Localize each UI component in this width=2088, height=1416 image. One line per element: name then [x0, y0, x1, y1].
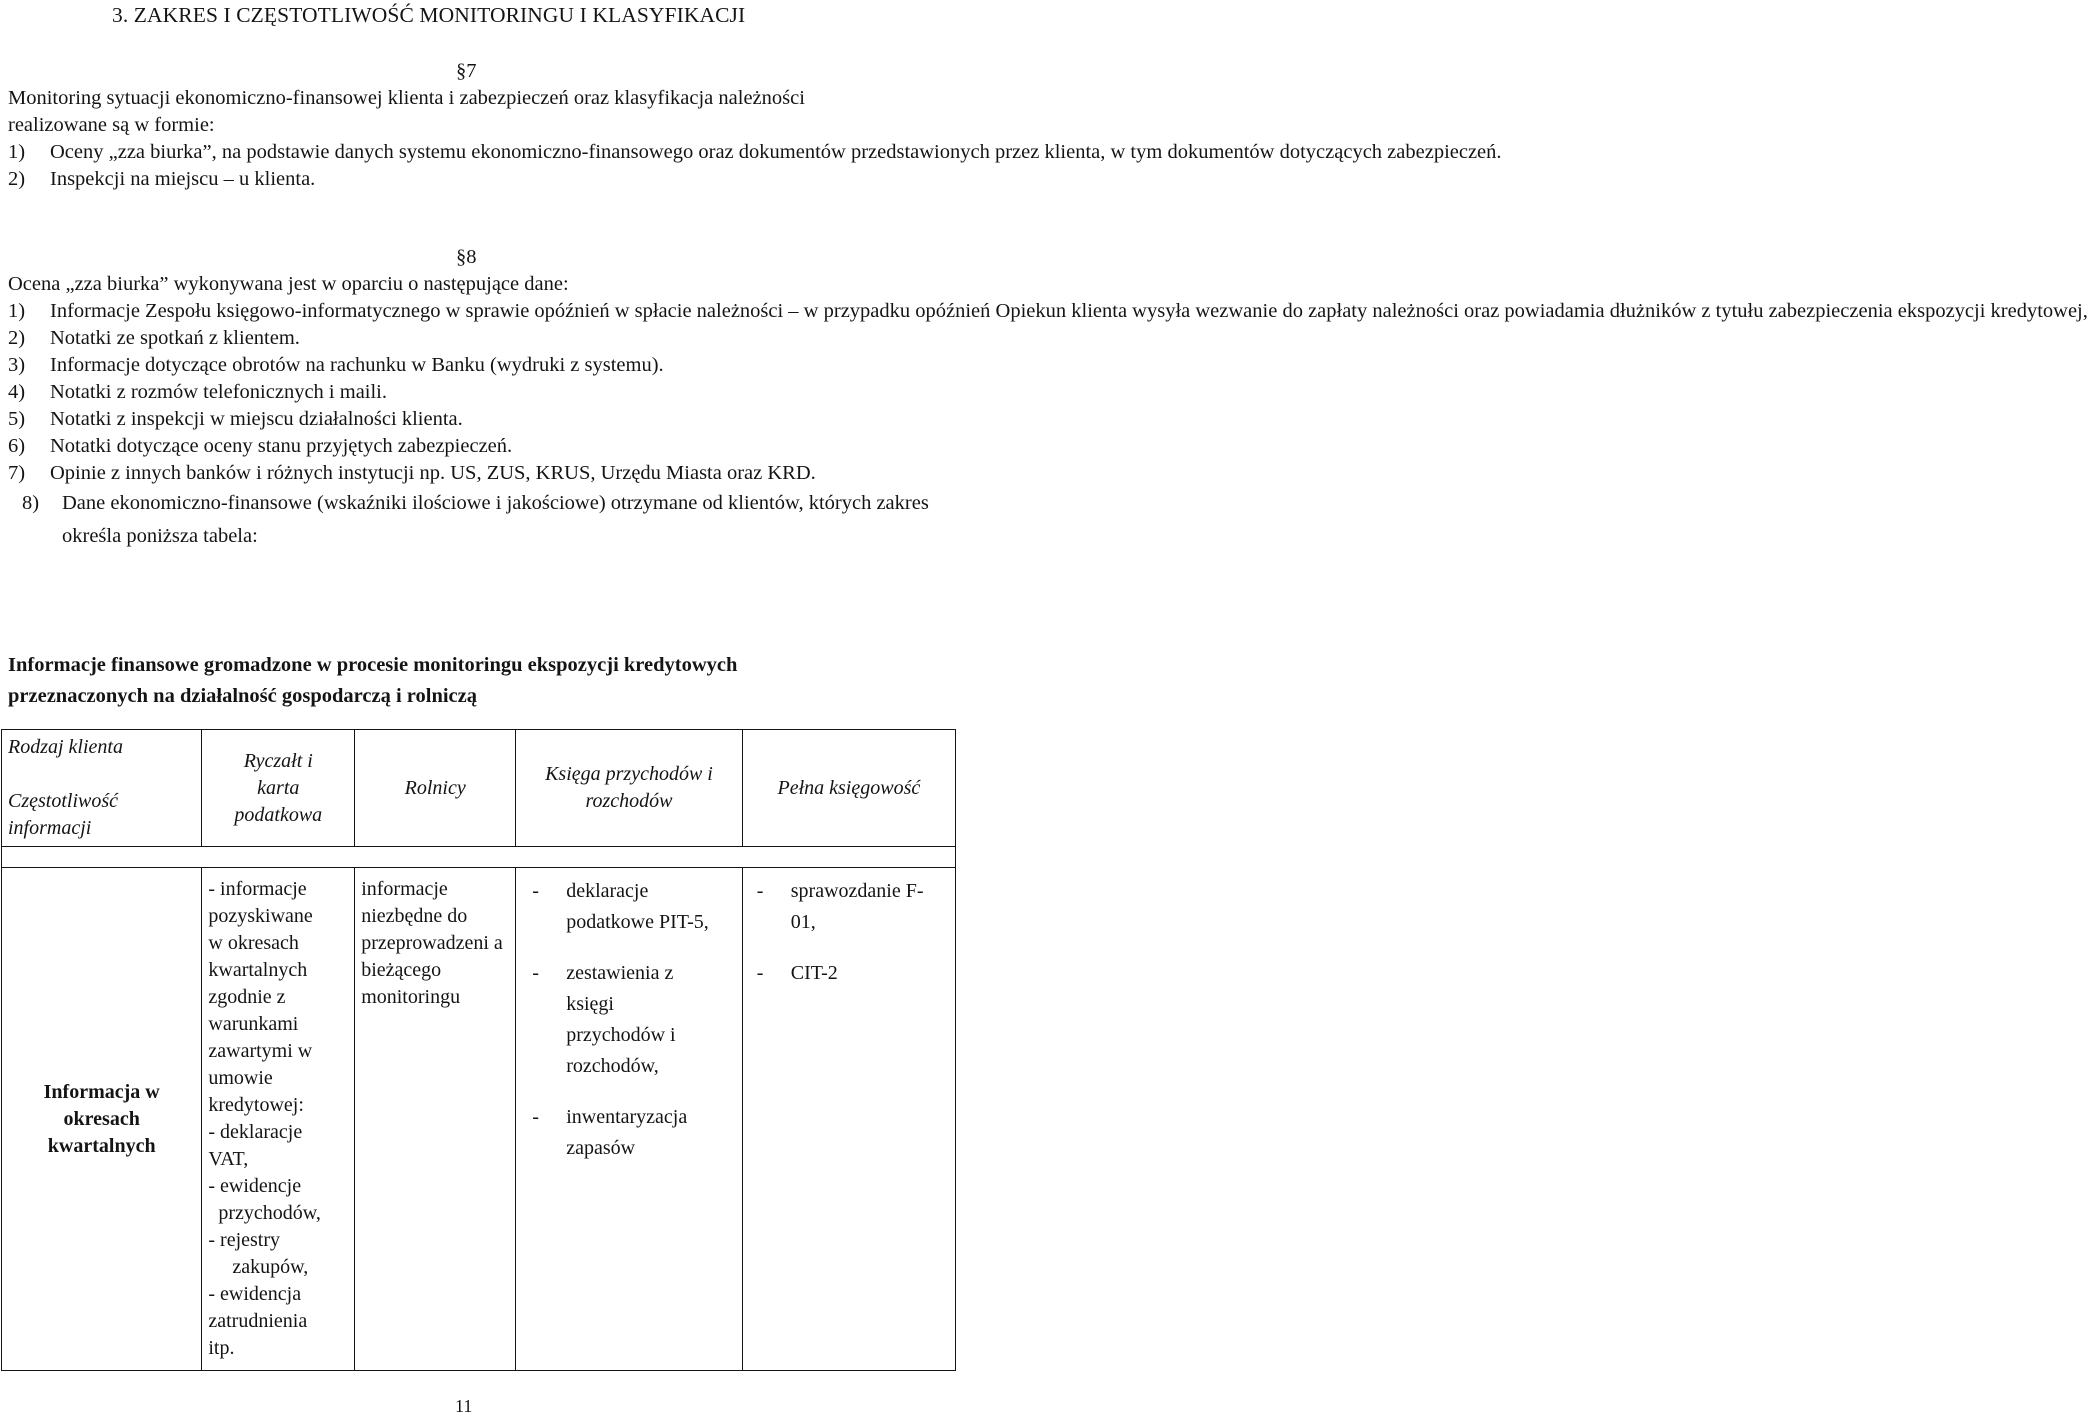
section-8-item-6	[8, 433, 948, 460]
ryczalt-line-2: pozyskiwane	[208, 905, 313, 927]
ksiega-item-1	[532, 876, 736, 938]
ryczalt-line-10: - deklaracje	[208, 1121, 303, 1143]
section-8-item-2	[8, 325, 948, 352]
section-7-sign: §7	[456, 60, 477, 82]
cell-rolnicy	[355, 868, 516, 1371]
section-8-item-7	[8, 460, 880, 487]
header-ksiega	[516, 730, 743, 847]
section-8-item-3-text: Informacje dotyczące obrotów na rachunku w Banku (wydruki z systemu).	[50, 354, 664, 376]
financial-info-table	[1, 729, 956, 1371]
section-7-list	[8, 139, 1502, 193]
ksiega-item-1-text: deklaracje podatkowe PIT-5,	[566, 880, 709, 933]
table-gap-cell	[2, 847, 956, 868]
ryczalt-line-13: przychodów,	[218, 1202, 321, 1224]
section-8-item-1-num: 1)	[8, 300, 26, 322]
ryczalt-line-6: warunkami	[208, 1013, 299, 1035]
header-rolnicy	[355, 730, 516, 847]
pelna-item-2	[757, 958, 949, 989]
ryczalt-line-17: zatrudnienia	[208, 1310, 308, 1332]
table-heading-line-2: przeznaczonych na działalność gospodarczą i rolniczą	[8, 685, 478, 707]
section-8-item-2-text: Notatki ze spotkań z klientem.	[50, 327, 300, 349]
ksiega-item-2-dash: -	[532, 962, 539, 984]
ryczalt-line-18: itp.	[208, 1337, 235, 1359]
section-8-item-7-num: 7)	[8, 462, 26, 484]
ryczalt-line-12: - ewidencje	[208, 1175, 302, 1197]
section-8-list	[8, 298, 2088, 553]
header-pelna-label: Pełna księgowość	[777, 776, 921, 799]
ryczalt-line-16: - ewidencja	[208, 1283, 302, 1305]
section-7-item-1-text: Oceny „zza biurka”, na podstawie danych systemu ekonomiczno-finansowego oraz dokumentów przedstawionych przez klienta, w tym dokumentów dotyczących zabezpieczeń.	[50, 141, 1502, 163]
header-ksiega-label: Księga przychodów i rozchodów	[545, 763, 713, 812]
section-8-item-8-text: Dane ekonomiczno-finansowe (wskaźniki ilościowe i jakościowe) otrzymane od klientów, których zakres określa poniższa tabela:	[62, 492, 929, 547]
section-8-item-5-num: 5)	[8, 408, 26, 430]
section-8-item-7-text: Opinie z innych banków i różnych instytucji np. US, ZUS, KRUS, Urzędu Miasta oraz KRD.	[50, 462, 816, 484]
pelna-item-2-text: CIT-2	[790, 962, 838, 984]
ryczalt-line-5: zgodnie z	[208, 986, 286, 1008]
section-7-item-1	[8, 139, 1502, 166]
section-8-item-1-text: Informacje Zespołu księgowo-informatycznego w sprawie opóźnień w spłacie należności – w przypadku opóźnień Opiekun klienta wysyła wezwanie do zapłaty należności oraz powiadamia dłużników z tytułu zabezpieczenia ekspozycji kredytowej,	[50, 300, 2088, 322]
ryczalt-line-8: umowie	[208, 1067, 273, 1089]
section-8-item-3	[8, 352, 948, 379]
section-8-item-6-text: Notatki dotyczące oceny stanu przyjętych zabezpieczeń.	[50, 435, 513, 457]
section-8-sign: §8	[456, 246, 477, 268]
section-7-item-2-text: Inspekcji na miejscu – u klienta.	[50, 168, 316, 190]
section-8-item-4	[8, 379, 948, 406]
section-7-item-1-num: 1)	[8, 141, 26, 163]
section-8-item-5	[8, 406, 948, 433]
section-8-item-1	[8, 298, 2088, 325]
ryczalt-line-1: - informacje	[208, 878, 307, 900]
page-number: 11	[455, 1396, 473, 1416]
ksiega-item-3-text: inwentaryzacja zapasów	[566, 1106, 688, 1159]
pelna-list	[757, 876, 949, 989]
ksiega-item-2	[532, 958, 736, 1082]
table-header-row	[2, 730, 956, 847]
header-client-type	[2, 730, 202, 847]
ryczalt-line-9: kredytowej:	[208, 1094, 304, 1116]
ryczalt-line-11: VAT,	[208, 1148, 249, 1170]
table-heading-line-1: Informacje finansowe gromadzone w procesie monitoringu ekspozycji kredytowych	[8, 654, 738, 676]
ryczalt-line-3: w okresach	[208, 932, 299, 954]
ryczalt-line-14: - rejestry	[208, 1229, 281, 1251]
header-frequency-label: Częstotliwość informacji	[8, 790, 119, 839]
section-8-item-2-num: 2)	[8, 327, 26, 349]
pelna-item-1	[757, 876, 949, 938]
section-7-item-2	[8, 166, 948, 193]
ksiega-item-3	[532, 1102, 736, 1164]
header-rolnicy-label: Rolnicy	[404, 776, 466, 799]
cell-ksiega	[516, 868, 743, 1371]
ryczalt-line-7: zawartymi w	[208, 1040, 313, 1062]
table-heading	[8, 650, 948, 712]
ksiega-item-2-text: zestawienia z księgi przychodów i rozchodów,	[566, 962, 676, 1077]
pelna-item-2-dash: -	[756, 962, 764, 984]
ryczalt-line-15: zakupów,	[232, 1256, 309, 1278]
ksiega-item-3-dash: -	[532, 1106, 539, 1128]
pelna-item-1-dash: -	[756, 880, 764, 902]
table-gap-row	[2, 847, 956, 868]
pelna-item-1-text: sprawozdanie F-01,	[790, 880, 924, 933]
cell-frequency	[2, 868, 202, 1371]
header-client-type-label: Rodzaj klienta	[8, 736, 123, 758]
cell-ryczalt	[202, 868, 355, 1371]
cell-pelna	[742, 868, 955, 1371]
section-8-item-8-num: 8)	[22, 492, 40, 514]
section-8-intro: Ocena „zza biurka” wykonywana jest w oparciu o następujące dane:	[8, 273, 569, 295]
header-ryczalt-label: Ryczałt i karta podatkowa	[234, 749, 323, 826]
header-ryczalt	[202, 730, 355, 847]
table-data-row	[2, 868, 956, 1371]
section-8-item-8	[22, 487, 962, 553]
cell-rolnicy-text: informacje niezbędne do przeprowadzeni a bieżącego monitoringu	[361, 878, 503, 1008]
section-8-item-4-num: 4)	[8, 381, 26, 403]
ksiega-item-1-dash: -	[532, 880, 539, 902]
section-7-item-2-num: 2)	[8, 168, 26, 190]
header-pelna	[742, 730, 955, 847]
ksiega-list	[532, 876, 736, 1164]
section-8-item-4-text: Notatki z rozmów telefonicznych i maili.	[50, 381, 387, 403]
ryczalt-line-4: kwartalnych	[208, 959, 308, 981]
chapter-title: 3. ZAKRES I CZĘSTOTLIWOŚĆ MONITORINGU I KLASYFIKACJI	[112, 3, 746, 27]
cell-frequency-text: Informacja w okresach kwartalnych	[43, 1080, 160, 1157]
section-8-item-6-num: 6)	[8, 435, 26, 457]
section-7-intro-line-1: Monitoring sytuacji ekonomiczno-finansowej klienta i zabezpieczeń oraz klasyfikacja należności	[8, 87, 805, 109]
section-8-item-3-num: 3)	[8, 354, 26, 376]
section-8-item-5-text: Notatki z inspekcji w miejscu działalności klienta.	[50, 408, 463, 430]
section-7-intro-line-2: realizowane są w formie:	[8, 114, 215, 136]
